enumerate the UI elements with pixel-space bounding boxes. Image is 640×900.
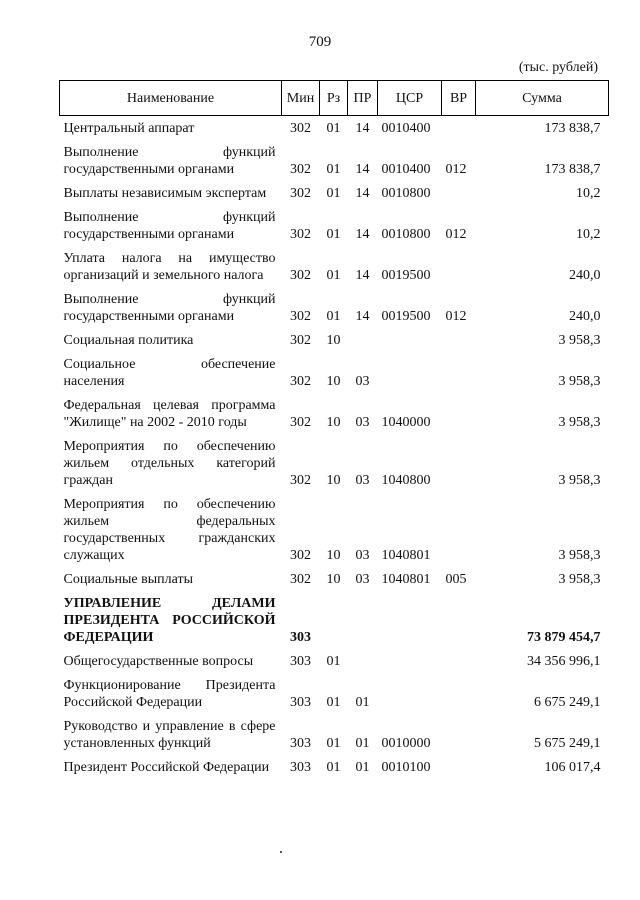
- cell-name: Социальная политика: [63, 333, 194, 348]
- cell-name: Руководство и управление в сфере установленных функций: [63, 719, 276, 751]
- cell-csr: [378, 673, 442, 714]
- header-pr: ПР: [348, 81, 378, 116]
- cell-pr: [348, 591, 378, 649]
- page-number: 709: [308, 34, 332, 50]
- table-row: [60, 393, 609, 434]
- cell-sum: 3 958,3: [558, 374, 601, 389]
- cell-csr: 1040801: [381, 548, 431, 563]
- cell-pr: 14: [355, 227, 370, 242]
- cell-name: Социальное обеспечение населения: [63, 357, 276, 389]
- table-row: [60, 328, 609, 352]
- cell-sum: 240,0: [569, 309, 601, 324]
- cell-sum: 173 838,7: [544, 121, 601, 136]
- cell-min: 303: [290, 654, 311, 669]
- cell-rz: 01: [326, 186, 341, 201]
- cell-name: Социальные выплаты: [63, 572, 194, 587]
- cell-vr: [442, 591, 476, 649]
- header-sum: Сумма: [476, 81, 609, 116]
- cell-pr: 14: [355, 268, 370, 283]
- cell-csr: [378, 352, 442, 393]
- cell-csr: 0010400: [381, 162, 431, 177]
- cell-sum: 173 838,7: [544, 162, 601, 177]
- cell-pr: 14: [355, 162, 370, 177]
- cell-min: 302: [290, 162, 311, 177]
- cell-pr: 03: [355, 374, 370, 389]
- cell-sum: 106 017,4: [544, 760, 601, 775]
- cell-name: Мероприятия по обеспечению жильем федеральных государственных гражданских служащих: [63, 497, 276, 563]
- cell-vr: [442, 352, 476, 393]
- table-row: [60, 567, 609, 591]
- cell-rz: 10: [326, 415, 341, 430]
- cell-csr: 0010800: [381, 227, 431, 242]
- table-row: [60, 673, 609, 714]
- cell-csr: 0010000: [381, 736, 431, 751]
- cell-pr: 03: [355, 473, 370, 488]
- cell-vr: [442, 328, 476, 352]
- cell-csr: 0010400: [381, 121, 431, 136]
- cell-sum: 3 958,3: [558, 415, 601, 430]
- cell-min: 302: [290, 548, 311, 563]
- cell-vr: [442, 649, 476, 673]
- cell-rz: 01: [326, 654, 341, 669]
- cell-name: Выполнение функций государственными органами: [63, 292, 276, 324]
- header-csr: ЦСР: [378, 81, 442, 116]
- cell-vr: 012: [445, 227, 467, 242]
- cell-csr: 0019500: [381, 268, 431, 283]
- cell-rz: 01: [326, 736, 341, 751]
- cell-pr: 14: [355, 186, 370, 201]
- cell-sum: 5 675 249,1: [534, 736, 601, 751]
- cell-csr: 0019500: [381, 309, 431, 324]
- cell-csr: [378, 591, 442, 649]
- cell-rz: 10: [326, 572, 341, 587]
- cell-sum: 34 356 996,1: [527, 654, 601, 669]
- cell-vr: [442, 492, 476, 567]
- cell-min: 302: [290, 186, 311, 201]
- cell-vr: [442, 434, 476, 492]
- cell-min: 303: [290, 630, 311, 645]
- cell-rz: 01: [326, 695, 341, 710]
- cell-csr: [378, 328, 442, 352]
- cell-name: Выполнение функций государственными органами: [63, 210, 276, 242]
- cell-pr: 01: [355, 736, 370, 751]
- units-caption: (тыс. рублей): [518, 60, 598, 75]
- cell-min: 302: [290, 268, 311, 283]
- table-row: [60, 649, 609, 673]
- table-row: [60, 287, 609, 328]
- cell-vr: 005: [445, 572, 467, 587]
- cell-sum: 3 958,3: [558, 572, 601, 587]
- cell-min: 303: [290, 695, 311, 710]
- table-row: [60, 434, 609, 492]
- cell-vr: [442, 393, 476, 434]
- cell-vr: 012: [445, 162, 467, 177]
- cell-name: Центральный аппарат: [63, 121, 195, 136]
- cell-sum: 10,2: [576, 227, 601, 242]
- cell-min: 302: [290, 415, 311, 430]
- cell-rz: 01: [326, 760, 341, 775]
- header-vr: ВР: [442, 81, 476, 116]
- cell-pr: 03: [355, 548, 370, 563]
- cell-name: Президент Российской Федерации: [63, 760, 270, 775]
- header-rz: Рз: [320, 81, 348, 116]
- cell-sum: 6 675 249,1: [534, 695, 601, 710]
- table-row: [60, 352, 609, 393]
- cell-sum: 3 958,3: [558, 548, 601, 563]
- budget-table: [59, 80, 609, 779]
- table-row: [60, 116, 609, 141]
- cell-name: УПРАВЛЕНИЕ ДЕЛАМИ ПРЕЗИДЕНТА РОССИЙСКОЙ ФЕДЕРАЦИИ: [63, 596, 276, 645]
- cell-vr: [442, 181, 476, 205]
- cell-min: 302: [290, 473, 311, 488]
- cell-csr: 0010100: [381, 760, 431, 775]
- cell-csr: [378, 649, 442, 673]
- cell-name: Функционирование Президента Российской Федерации: [63, 678, 276, 710]
- cell-rz: 01: [326, 268, 341, 283]
- cell-rz: 10: [326, 333, 341, 348]
- cell-vr: [442, 673, 476, 714]
- cell-min: 302: [290, 374, 311, 389]
- header-min: Мин: [282, 81, 320, 116]
- table-header-row: [60, 81, 609, 116]
- cell-min: 303: [290, 760, 311, 775]
- cell-sum: 73 879 454,7: [527, 630, 601, 645]
- table-row: [60, 181, 609, 205]
- table-row: [60, 591, 609, 649]
- cell-pr: [348, 649, 378, 673]
- cell-pr: 01: [355, 760, 370, 775]
- cell-rz: 10: [326, 374, 341, 389]
- cell-name: Федеральная целевая программа "Жилище" на 2002 - 2010 годы: [63, 398, 276, 430]
- table-row: [60, 714, 609, 755]
- cell-pr: 03: [355, 572, 370, 587]
- cell-pr: [348, 328, 378, 352]
- cell-csr: 1040801: [381, 572, 431, 587]
- cell-min: 302: [290, 309, 311, 324]
- cell-pr: 03: [355, 415, 370, 430]
- cell-rz: 01: [326, 227, 341, 242]
- cell-csr: 1040000: [381, 415, 431, 430]
- cell-sum: 10,2: [576, 186, 601, 201]
- cell-csr: 1040800: [381, 473, 431, 488]
- cell-rz: 01: [326, 162, 341, 177]
- cell-name: Выполнение функций государственными органами: [63, 145, 276, 177]
- cell-vr: [442, 714, 476, 755]
- table-row: [60, 755, 609, 779]
- cell-min: 302: [290, 227, 311, 242]
- cell-rz: [320, 591, 348, 649]
- cell-vr: [442, 116, 476, 141]
- cell-rz: 10: [326, 548, 341, 563]
- cell-sum: 240,0: [569, 268, 601, 283]
- table-row: [60, 140, 609, 181]
- cell-sum: 3 958,3: [558, 473, 601, 488]
- cell-pr: 14: [355, 309, 370, 324]
- cell-pr: 01: [355, 695, 370, 710]
- table-row: [60, 492, 609, 567]
- cell-vr: 012: [445, 309, 467, 324]
- table-row: [60, 246, 609, 287]
- table-row: [60, 205, 609, 246]
- cell-sum: 3 958,3: [558, 333, 601, 348]
- cell-min: 302: [290, 121, 311, 136]
- cell-min: 302: [290, 572, 311, 587]
- cell-min: 302: [290, 333, 311, 348]
- cell-pr: 14: [355, 121, 370, 136]
- cell-name: Выплаты независимым экспертам: [63, 186, 267, 201]
- header-name: Наименование: [60, 81, 282, 116]
- cell-name: Мероприятия по обеспечению жильем отдельных категорий граждан: [63, 439, 276, 488]
- cell-rz: 10: [326, 473, 341, 488]
- cell-rz: 01: [326, 309, 341, 324]
- cell-name: Уплата налога на имущество организаций и земельного налога: [63, 251, 276, 283]
- cell-rz: 01: [326, 121, 341, 136]
- stray-mark: [280, 851, 282, 853]
- cell-vr: [442, 246, 476, 287]
- cell-vr: [442, 755, 476, 779]
- cell-csr: 0010800: [381, 186, 431, 201]
- cell-min: 303: [290, 736, 311, 751]
- cell-name: Общегосударственные вопросы: [63, 654, 254, 669]
